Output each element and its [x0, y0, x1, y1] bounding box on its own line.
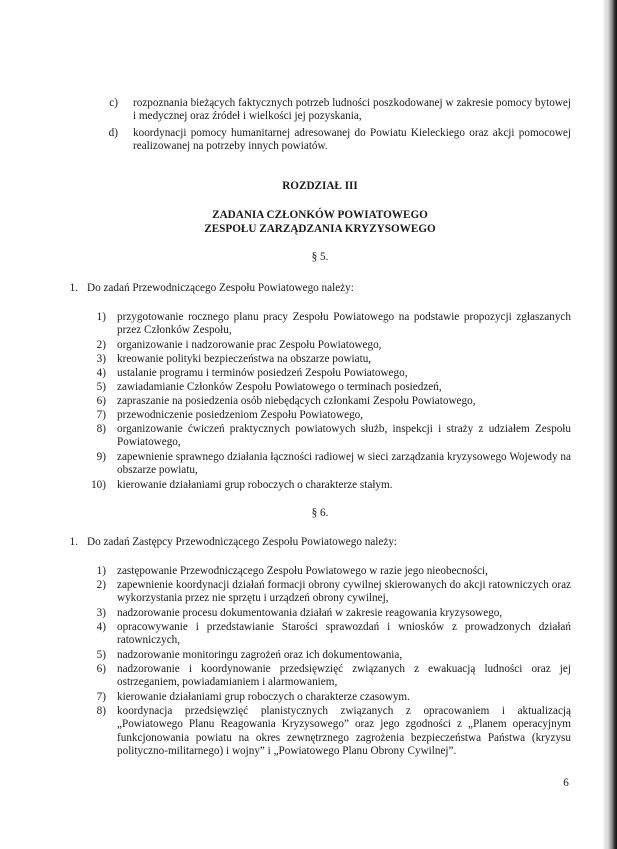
section-heading-6: § 6. [311, 507, 329, 519]
list-item-text: zapewnienie koordynacji działań formacji obrony cywilnej skierowanych do akcji ratowniczych oraz wykorzystania przez nie sprzętu i urządzeń obrony cywilnej, [117, 579, 571, 605]
list-item-label: 1) [96, 311, 106, 323]
list-item-text: zastępowanie Przewodniczącego Zespołu Powiatowego w razie jego nieobecności, [117, 565, 488, 577]
list-item-text: nadzorowanie procesu dokumentowania działań w zakresie reagowania kryzysowego, [117, 607, 503, 619]
list-item-text: przewodniczenie posiedzeniom Zespołu Powiatowego, [117, 409, 364, 421]
list-item-text: organizowanie i nadzorowanie prac Zespołu Powiatowego, [117, 339, 382, 351]
list-item-text: zapewnienie sprawnego działania łączności radiowej w sieci zarządzania kryzysowego Wojewody na obszarze powiatu, [117, 451, 571, 477]
list-item-label: c) [109, 97, 118, 109]
section-intro: Do zadań Przewodniczącego Zespołu Powiatowego należy: [87, 282, 354, 294]
list-item-text: koordynacji pomocy humanitarnej adresowanej do Powiatu Kieleckiego oraz akcji pomocowej realizowanej na potrzeby innych powiatów. [133, 127, 571, 153]
scan-edge-shadow [603, 0, 617, 849]
list-item-label: d) [108, 127, 118, 139]
paragraph-number: 1. [69, 282, 78, 294]
list-item-label: 4) [96, 621, 106, 633]
paragraph-number: 1. [69, 536, 78, 548]
list-item-label: 7) [96, 409, 106, 421]
list-item-label: 2) [96, 579, 106, 591]
list-item-label: 6) [96, 395, 106, 407]
list-item-text: ustalanie programu i terminów posiedzeń Zespołu Powiatowego, [117, 367, 408, 379]
list-item-text: kreowanie polityki bezpieczeństwa na obszarze powiatu, [117, 353, 372, 365]
list-item-text: rozpoznania bieżących faktycznych potrzeb ludności poszkodowanej w zakresie pomocy bytowej i medycznej oraz źródeł i wielkości jej pozyskania, [133, 97, 571, 123]
list-item-text: nadzorowanie i koordynowanie przedsięwzięć związanych z ewakuacją ludności oraz jej ostrzeganiem, powiadamianiem i alarmowaniem, [117, 663, 571, 689]
list-item-text: kierowanie działaniami grup roboczych o charakterze stałym. [117, 479, 393, 491]
list-item-label: 7) [96, 691, 106, 703]
list-item-label: 8) [96, 705, 106, 717]
list-item-label: 5) [96, 381, 106, 393]
list-item-label: 6) [96, 663, 106, 675]
list-item-text: przygotowanie rocznego planu pracy Zespołu Powiatowego na podstawie propozycji zgłaszanych przez Członków Zespołu, [117, 311, 571, 337]
chapter-subtitle-line2: ZESPOŁU ZARZĄDZANIA KRYZYSOWEGO [204, 223, 436, 235]
list-item-label: 8) [96, 423, 106, 435]
list-item-text: koordynacja przedsięwzięć planistycznych związanych z opracowaniem i aktualizacją „Powiatowego Planu Reagowania Kryzysowego” oraz jego zgodności z „Planem operacyjnym funkcjonowania powiatu na okres zewnętrznego zagrożenia bezpieczeństwa Państwa (kryzysu polityczno-militarnego) i wojny” i „Powiatowego Planu Obrony Cywilnej”. [117, 705, 571, 758]
page-number: 6 [563, 777, 569, 789]
section-heading-5: § 5. [311, 251, 329, 263]
chapter-title: ROZDZIAŁ III [282, 180, 358, 192]
list-item-label: 9) [96, 451, 106, 463]
section-intro: Do zadań Zastępcy Przewodniczącego Zespołu Powiatowego należy: [87, 536, 398, 548]
list-item-text: nadzorowanie monitoringu zagrożeń oraz ich dokumentowania, [117, 649, 403, 661]
list-item-label: 5) [96, 649, 106, 661]
list-item-label: 2) [96, 339, 106, 351]
list-item-label: 10) [91, 479, 106, 491]
list-item-text: organizowanie ćwiczeń praktycznych powiatowych służb, inspekcji i straży z udziałem Zespołu Powiatowego, [117, 423, 571, 449]
list-item-text: kierowanie działaniami grup roboczych o charakterze czasowym. [117, 691, 410, 703]
list-item-label: 3) [96, 353, 106, 365]
list-item-text: opracowywanie i przedstawianie Starości sprawozdań i wniosków z prowadzonych działań ratowniczych, [117, 621, 571, 647]
chapter-subtitle-line1: ZADANIA CZŁONKÓW POWIATOWEGO [212, 209, 428, 221]
list-item-label: 4) [96, 367, 106, 379]
list-item-label: 1) [96, 565, 106, 577]
list-item-text: zapraszanie na posiedzenia osób niebędących członkami Zespołu Powiatowego, [117, 395, 476, 407]
list-item-label: 3) [96, 607, 106, 619]
list-item-text: zawiadamianie Członków Zespołu Powiatowego o terminach posiedzeń, [117, 381, 442, 393]
